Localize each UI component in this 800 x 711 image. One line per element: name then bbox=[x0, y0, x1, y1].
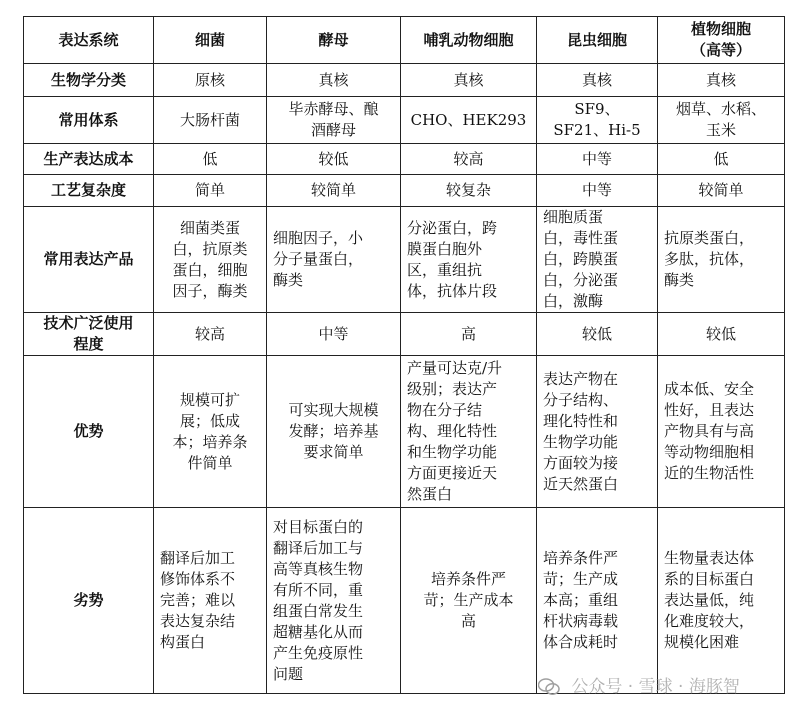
table-cell: CHO、HEK293 bbox=[401, 97, 537, 144]
table-cell: 表达产物在 分子结构、 理化特性和 生物学功能 方面较为接 近天然蛋白 bbox=[537, 356, 658, 508]
row-label-cell: 劣势 bbox=[24, 508, 154, 694]
row-label-cell: 生产表达成本 bbox=[24, 144, 154, 175]
table-cell: 低 bbox=[154, 144, 267, 175]
table-cell: 中等 bbox=[537, 144, 658, 175]
table-cell: 产量可达克/升 级别；表达产 物在分子结 构、理化特性 和生物学功能 方面更接近天 然蛋白 bbox=[401, 356, 537, 508]
table-cell: 细胞因子，小 分子量蛋白， 酶类 bbox=[267, 207, 401, 313]
table-cell: 较高 bbox=[154, 313, 267, 356]
table-cell: 较高 bbox=[401, 144, 537, 175]
table-cell: 真核 bbox=[658, 64, 785, 97]
table-cell: 真核 bbox=[537, 64, 658, 97]
header-cell: 植物细胞 （高等） bbox=[658, 17, 785, 64]
table-cell: 较低 bbox=[658, 313, 785, 356]
table-cell: 分泌蛋白，跨 膜蛋白胞外 区，重组抗 体，抗体片段 bbox=[401, 207, 537, 313]
table-cell: 可实现大规模 发酵；培养基 要求简单 bbox=[267, 356, 401, 508]
row-label-cell: 常用表达产品 bbox=[24, 207, 154, 313]
table-cell: 原核 bbox=[154, 64, 267, 97]
table-cell: 真核 bbox=[401, 64, 537, 97]
table-cell: 细胞质蛋 白，毒性蛋 白，跨膜蛋 白，分泌蛋 白，激酶 bbox=[537, 207, 658, 313]
table-cell: 较复杂 bbox=[401, 175, 537, 207]
header-cell: 哺乳动物细胞 bbox=[401, 17, 537, 64]
table-cell: 生物量表达体 系的目标蛋白 表达量低，纯 化难度较大， 规模化困难 bbox=[658, 508, 785, 694]
table-row bbox=[24, 97, 785, 144]
table-cell: 抗原类蛋白， 多肽，抗体， 酶类 bbox=[658, 207, 785, 313]
table-cell: 培养条件严 苛；生产成本 高 bbox=[401, 508, 537, 694]
table-cell: 简单 bbox=[154, 175, 267, 207]
watermark bbox=[538, 672, 788, 702]
table-row bbox=[24, 175, 785, 207]
table-row bbox=[24, 313, 785, 356]
table-row bbox=[24, 356, 785, 508]
header-cell: 酵母 bbox=[267, 17, 401, 64]
row-label-cell: 技术广泛使用 程度 bbox=[24, 313, 154, 356]
row-label-cell: 优势 bbox=[24, 356, 154, 508]
table-cell: 细菌类蛋 白，抗原类 蛋白，细胞 因子，酶类 bbox=[154, 207, 267, 313]
table-cell: 毕赤酵母、酿 酒酵母 bbox=[267, 97, 401, 144]
table-cell: 较简单 bbox=[267, 175, 401, 207]
header-cell: 细菌 bbox=[154, 17, 267, 64]
table-cell: 对目标蛋白的 翻译后加工与 高等真核生物 有所不同，重 组蛋白常发生 超糖基化从而 产生免疫原性 问题 bbox=[267, 508, 401, 694]
table-cell: 低 bbox=[658, 144, 785, 175]
table-cell: 较低 bbox=[267, 144, 401, 175]
header-cell: 昆虫细胞 bbox=[537, 17, 658, 64]
row-label-cell: 常用体系 bbox=[24, 97, 154, 144]
table-row bbox=[24, 207, 785, 313]
table-row bbox=[24, 508, 785, 694]
table-body bbox=[24, 17, 785, 694]
row-label-cell: 工艺复杂度 bbox=[24, 175, 154, 207]
row-label-cell: 生物学分类 bbox=[24, 64, 154, 97]
table-cell: 较简单 bbox=[658, 175, 785, 207]
table-cell: 高 bbox=[401, 313, 537, 356]
table-cell: 真核 bbox=[267, 64, 401, 97]
table-cell: 大肠杆菌 bbox=[154, 97, 267, 144]
table-cell: 规模可扩 展；低成 本；培养条 件简单 bbox=[154, 356, 267, 508]
table-cell: 成本低、安全 性好，且表达 产物具有与高 等动物细胞相 近的生物活性 bbox=[658, 356, 785, 508]
table-row bbox=[24, 64, 785, 97]
table-cell: SF9、 SF21、Hi-5 bbox=[537, 97, 658, 144]
header-cell: 表达系统 bbox=[24, 17, 154, 64]
table-row bbox=[24, 144, 785, 175]
header-row bbox=[24, 17, 785, 64]
table-cell: 翻译后加工 修饰体系不 完善；难以 表达复杂结 构蛋白 bbox=[154, 508, 267, 694]
table-cell: 较低 bbox=[537, 313, 658, 356]
expression-system-comparison-table bbox=[23, 16, 785, 694]
table-cell: 中等 bbox=[537, 175, 658, 207]
watermark-text: 公众号 · 雪球 · 海豚智 bbox=[571, 677, 740, 697]
table-cell: 烟草、水稻、 玉米 bbox=[658, 97, 785, 144]
table-cell: 中等 bbox=[267, 313, 401, 356]
wechat-icon bbox=[538, 678, 560, 696]
table-cell: 培养条件严 苛；生产成 本高；重组 杆状病毒载 体合成耗时 bbox=[537, 508, 658, 694]
